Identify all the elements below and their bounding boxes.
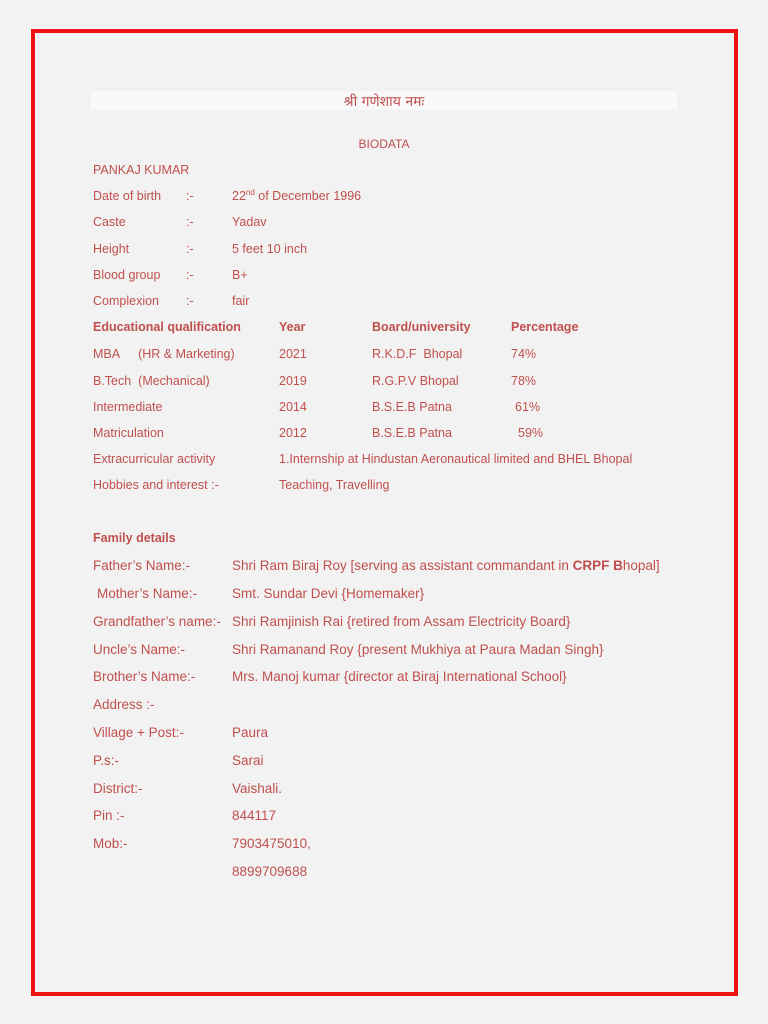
mobile-value-1: 7903475010, <box>232 836 311 851</box>
invocation: श्री गणेशाय नमः <box>343 94 425 110</box>
edu-row-mba-year: 2021 <box>279 347 307 361</box>
edu-header-percentage: Percentage <box>511 320 579 334</box>
edu-row-matric-board: B.S.E.B Patna <box>372 426 452 440</box>
uncle-value: Shri Ramanand Roy {present Mukhiya at Paura Madan Singh} <box>232 642 604 657</box>
brother-value: Mrs. Manoj kumar {director at Biraj International School} <box>232 669 567 684</box>
edu-row-matric-pct: 59% <box>518 426 544 440</box>
hobbies-value: Teaching, Travelling <box>279 478 390 492</box>
complexion-label: Complexion <box>93 294 160 308</box>
edu-row-mba-board: R.K.D.F Bhopal <box>372 347 463 361</box>
mother-value: Smt. Sundar Devi {Homemaker} <box>232 586 425 601</box>
blood-group-value: B+ <box>232 268 248 282</box>
edu-row-mba-pct: 74% <box>511 347 537 361</box>
mother-label: Mother’s Name:- <box>97 586 198 601</box>
caste-value: Yadav <box>232 215 267 229</box>
father-value: Shri Ram Biraj Roy [serving as assistant commandant in CRPF Bhopal] <box>232 558 660 573</box>
dob-label: Date of birth <box>93 189 162 203</box>
uncle-label: Uncle’s Name:- <box>93 642 186 657</box>
edu-row-btech-pct: 78% <box>511 374 537 388</box>
mobile-value-2: 8899709688 <box>232 864 308 879</box>
edu-header-year: Year <box>279 320 306 334</box>
village-value: Paura <box>232 725 269 740</box>
father-label: Father’s Name:- <box>93 558 191 573</box>
pin-label: Pin :- <box>93 808 125 823</box>
police-station-label: P.s:- <box>93 753 120 768</box>
edu-row-mba-qual: MBA (HR & Marketing) <box>93 347 235 361</box>
edu-row-btech-board: R.G.P.V Bhopal <box>372 374 459 388</box>
edu-row-matric-year: 2012 <box>279 426 307 440</box>
address-label: Address :- <box>93 697 155 712</box>
extracurricular-value: 1.Internship at Hindustan Aeronautical limited and BHEL Bhopal <box>279 452 633 466</box>
caste-label: Caste <box>93 215 126 229</box>
dob-sep: :- <box>186 189 194 203</box>
mobile-label: Mob:- <box>93 836 128 851</box>
candidate-name: PANKAJ KUMAR <box>93 163 190 177</box>
edu-row-btech-year: 2019 <box>279 374 307 388</box>
hobbies-label: Hobbies and interest :- <box>93 478 219 492</box>
grandfather-value: Shri Ramjinish Rai {retired from Assam Electricity Board} <box>232 614 571 629</box>
police-station-value: Sarai <box>232 753 264 768</box>
brother-label: Brother’s Name:- <box>93 669 196 684</box>
pin-value: 844117 <box>232 808 277 823</box>
document-title: BIODATA <box>358 137 410 151</box>
edu-row-inter-pct: 61% <box>515 400 541 414</box>
district-value: Vaishali. <box>232 781 283 796</box>
complexion-sep: :- <box>186 294 194 308</box>
dob-value: 22nd of December 1996 <box>232 187 362 203</box>
edu-header-qualification: Educational qualification <box>93 320 241 334</box>
complexion-value: fair <box>232 294 250 308</box>
family-heading: Family details <box>93 531 176 545</box>
caste-sep: :- <box>186 215 194 229</box>
blood-group-label: Blood group <box>93 268 161 282</box>
edu-header-board: Board/university <box>372 320 471 334</box>
height-sep: :- <box>186 242 194 256</box>
edu-row-matric-qual: Matriculation <box>93 426 164 440</box>
edu-row-btech-qual: B.Tech (Mechanical) <box>93 374 210 388</box>
height-label: Height <box>93 242 130 256</box>
blood-group-sep: :- <box>186 268 194 282</box>
edu-row-inter-year: 2014 <box>279 400 307 414</box>
edu-row-inter-board: B.S.E.B Patna <box>372 400 452 414</box>
edu-row-inter-qual: Intermediate <box>93 400 163 414</box>
grandfather-label: Grandfather’s name:- <box>93 614 221 629</box>
district-label: District:- <box>93 781 143 796</box>
village-label: Village + Post:- <box>93 725 184 740</box>
extracurricular-label: Extracurricular activity <box>93 452 216 466</box>
height-value: 5 feet 10 inch <box>232 242 308 256</box>
